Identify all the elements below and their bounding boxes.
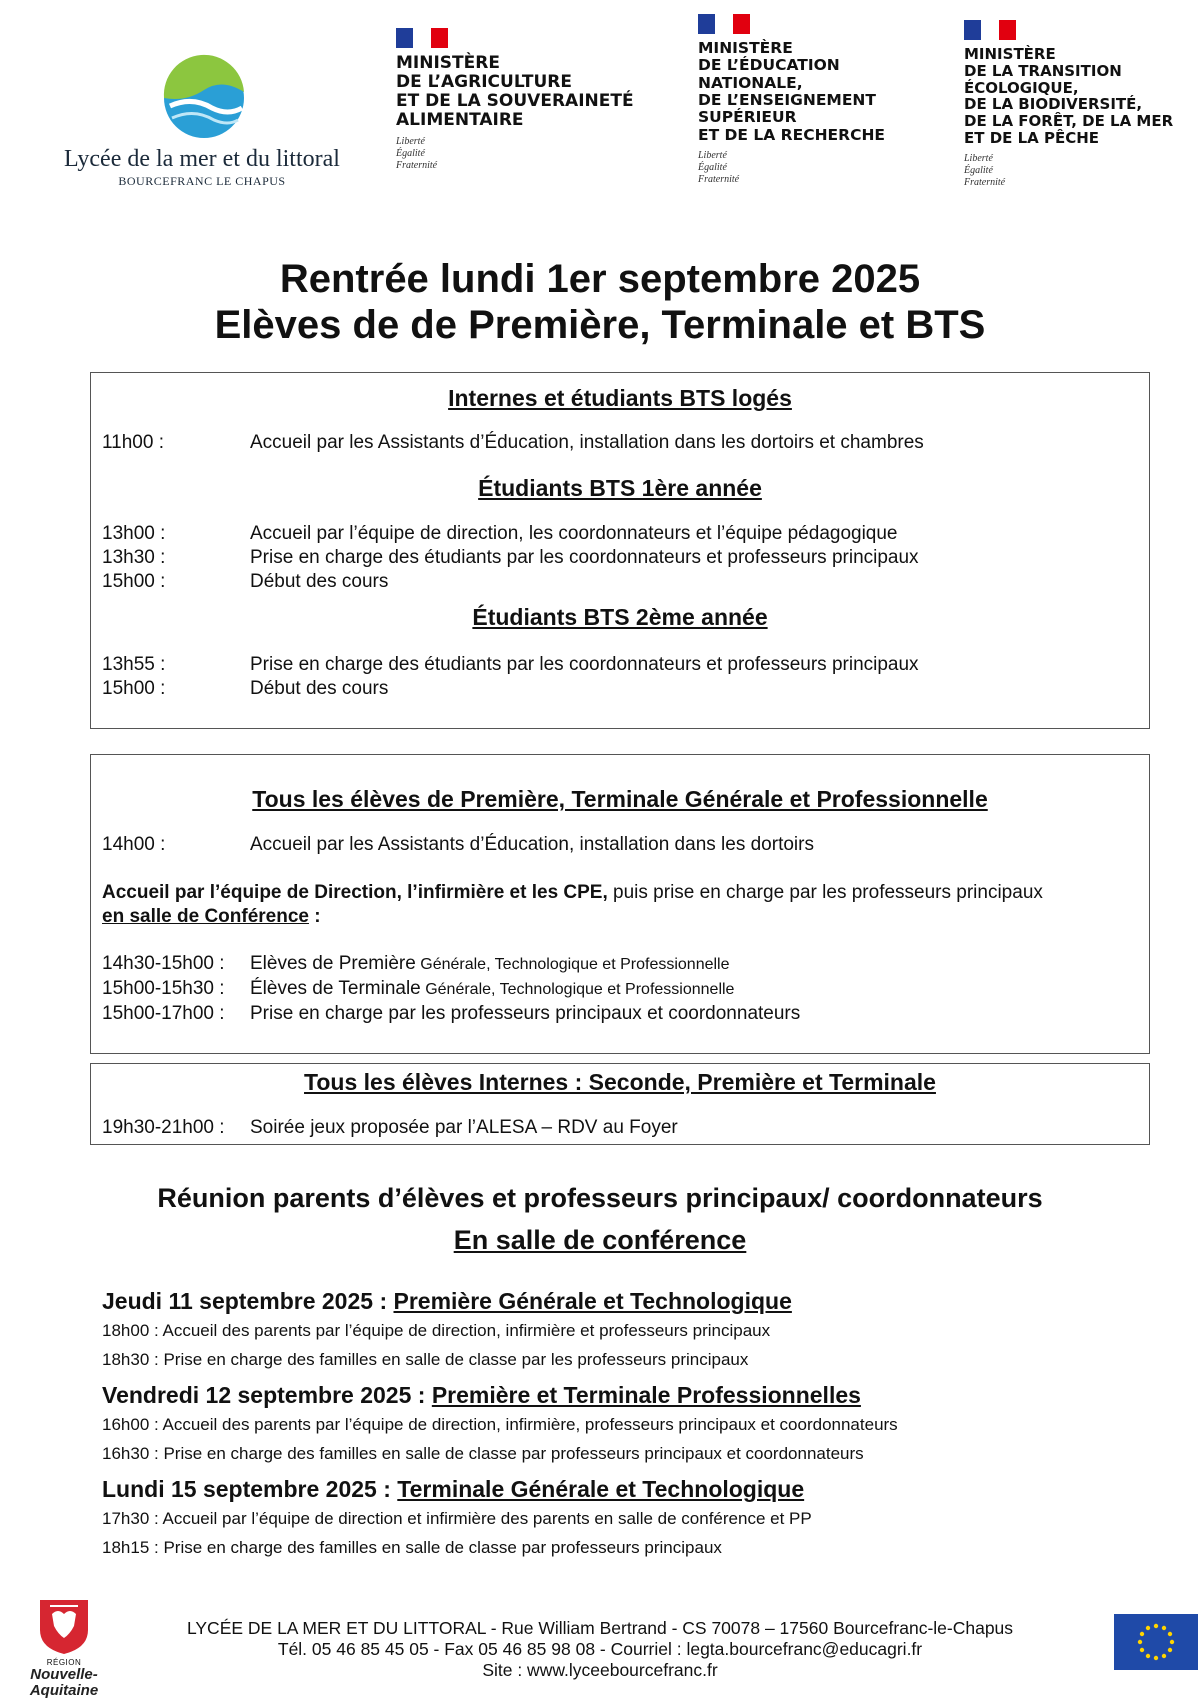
schedule-time: 13h55 : — [102, 654, 166, 675]
meeting-date: Vendredi 12 septembre 2025 : — [102, 1382, 432, 1408]
meeting-group: Terminale Générale et Technologique — [397, 1476, 805, 1502]
schedule-time: 13h00 : — [102, 523, 166, 544]
region-label: RÉGION — [46, 1658, 82, 1667]
schedule-time: 19h30-21h00 : — [102, 1117, 225, 1138]
schedule-time: 15h00 : — [102, 678, 166, 699]
welcome-text: puis prise en charge par les professeurs principaux — [607, 882, 1043, 903]
section-heading-premiere-terminale: Tous les élèves de Première, Terminale Générale et Professionnelle — [252, 786, 988, 812]
schedule-row — [91, 570, 1149, 594]
region-lion-icon — [36, 1596, 92, 1656]
section-heading-internes: Internes et étudiants BTS logés — [448, 385, 792, 411]
french-flag-icon — [698, 14, 750, 34]
schedule-text: Accueil par les Assistants d’Éducation, installation dans les dortoirs — [250, 834, 814, 855]
schedule-row — [91, 977, 1149, 1002]
title-line-1: Rentrée lundi 1er septembre 2025 — [279, 257, 921, 301]
ministry-motto: Liberté Égalité Fraternité — [396, 136, 438, 172]
ministry-name: MINISTÈRE DE L’ÉDUCATION NATIONALE, DE L’ENSEIGNEMENT SUPÉRIEUR ET DE LA RECHERCHE — [698, 39, 886, 144]
meeting-item: 17h30 : Accueil par l’équipe de direction et infirmière des parents en salle de conférence et PP — [102, 1509, 812, 1528]
section-heading-bts1: Étudiants BTS 1ère année — [478, 475, 762, 501]
region-block — [24, 1596, 104, 1699]
schedule-detail: Générale, Technologique et Professionnelle — [415, 956, 730, 973]
schedule-text: Élèves de Terminale — [250, 978, 421, 999]
page-footer — [120, 1618, 1080, 1681]
ministry-name: MINISTÈRE DE L’AGRICULTURE ET DE LA SOUVERAINETÉ ALIMENTAIRE — [396, 53, 634, 131]
ministry-motto: Liberté Égalité Fraternité — [964, 152, 1006, 188]
meeting-day — [102, 1474, 1162, 1504]
school-logo-icon — [152, 48, 252, 144]
meeting-day — [102, 1380, 1162, 1410]
meeting-item: 16h30 : Prise en charge des familles en salle de classe par professeurs principaux et coordonnateurs — [102, 1444, 864, 1463]
footer-website: Site : www.lyceebourcefranc.fr — [482, 1660, 718, 1680]
welcome-paragraph — [91, 881, 1149, 929]
title-line-2: Elèves de de Première, Terminale et BTS — [214, 303, 986, 347]
schedule-row — [91, 653, 1149, 677]
schedule-box-bts — [90, 372, 1150, 729]
section-heading-bts2: Étudiants BTS 2ème année — [472, 604, 768, 630]
section-heading-internes-all: Tous les élèves Internes : Seconde, Première et Terminale — [304, 1069, 936, 1095]
schedule-box-premiere-terminale — [90, 754, 1150, 1054]
french-flag-icon — [964, 20, 1016, 40]
ministry-motto: Liberté Égalité Fraternité — [698, 150, 740, 186]
ministry-ecology — [964, 20, 1173, 189]
schedule-text: Début des cours — [250, 571, 389, 592]
meeting-date: Jeudi 11 septembre 2025 : — [102, 1288, 394, 1314]
schedule-row — [91, 1116, 1149, 1140]
school-city: BOURCEFRANC LE CHAPUS — [118, 174, 286, 188]
welcome-location: en salle de Conférence — [102, 906, 309, 927]
schedule-box-internes — [90, 1063, 1150, 1145]
meeting-item: 16h00 : Accueil des parents par l’équipe de direction, infirmière, professeurs principaux et coordonnateurs — [102, 1415, 898, 1434]
schedule-text: Prise en charge des étudiants par les coordonnateurs et professeurs principaux — [250, 654, 919, 675]
schedule-text: Prise en charge par les professeurs principaux et coordonnateurs — [250, 1003, 801, 1024]
welcome-colon: : — [308, 906, 321, 927]
schedule-text: Elèves de Première — [250, 953, 416, 974]
schedule-time: 14h00 : — [102, 834, 166, 855]
meeting-days — [102, 1280, 1162, 1562]
schedule-row — [91, 833, 1149, 857]
schedule-text: Accueil par les Assistants d’Éducation, installation dans les dortoirs et chambres — [250, 432, 924, 453]
french-flag-icon — [396, 28, 448, 48]
school-name: Lycée de la mer et du littoral — [64, 146, 340, 172]
page-title — [0, 256, 1200, 348]
meeting-item: 18h00 : Accueil des parents par l’équipe de direction, infirmière et professeurs principaux — [102, 1321, 771, 1340]
schedule-row — [91, 522, 1149, 546]
schedule-time: 11h00 : — [102, 432, 164, 453]
schedule-text: Soirée jeux proposée par l’ALESA – RDV au Foyer — [250, 1117, 678, 1138]
schedule-text: Prise en charge des étudiants par les coordonnateurs et professeurs principaux — [250, 547, 919, 568]
eu-stars-icon — [1114, 1614, 1198, 1670]
meeting-group: Première et Terminale Professionnelles — [431, 1382, 861, 1408]
schedule-time: 13h30 : — [102, 547, 166, 568]
footer-contact: Tél. 05 46 85 45 05 - Fax 05 46 85 98 08 - Courriel : legta.bourcefranc@educagri.fr — [277, 1639, 923, 1659]
ministry-education — [698, 14, 885, 186]
schedule-row — [91, 952, 1149, 977]
page-header — [0, 0, 1200, 200]
meeting-item: 18h15 : Prise en charge des familles en salle de classe par professeurs principaux — [102, 1538, 722, 1557]
ministry-agriculture — [396, 28, 634, 172]
schedule-time: 14h30-15h00 : — [102, 953, 225, 974]
meeting-header — [0, 1181, 1200, 1257]
schedule-row — [91, 546, 1149, 570]
schedule-row — [91, 1002, 1149, 1026]
meeting-day — [102, 1286, 1162, 1316]
meeting-location: En salle de conférence — [453, 1225, 747, 1255]
schedule-text: Accueil par l’équipe de direction, les coordonnateurs et l’équipe pédagogique — [250, 523, 898, 544]
schedule-time: 15h00 : — [102, 571, 166, 592]
eu-flag-icon — [1114, 1614, 1198, 1670]
school-block — [42, 48, 362, 189]
meeting-item: 18h30 : Prise en charge des familles en salle de classe par les professeurs principaux — [102, 1350, 749, 1369]
schedule-row — [91, 431, 1149, 455]
region-name: Nouvelle- Aquitaine — [29, 1666, 99, 1699]
schedule-row — [91, 677, 1149, 701]
welcome-bold: Accueil par l’équipe de Direction, l’infirmière et les CPE, — [102, 882, 608, 903]
footer-address: LYCÉE DE LA MER ET DU LITTORAL - Rue William Bertrand - CS 70078 – 17560 Bourcefranc-le-Chapus — [186, 1618, 1014, 1638]
meeting-heading: Réunion parents d’élèves et professeurs principaux/ coordonnateurs — [157, 1183, 1043, 1213]
schedule-detail: Générale, Technologique et Professionnelle — [420, 981, 735, 998]
meeting-date: Lundi 15 septembre 2025 : — [102, 1476, 398, 1502]
schedule-time: 15h00-17h00 : — [102, 1003, 225, 1024]
meeting-group: Première Générale et Technologique — [393, 1288, 792, 1314]
ministry-name: MINISTÈRE DE LA TRANSITION ÉCOLOGIQUE, DE LA BIODIVERSITÉ, DE LA FORÊT, DE LA MER ET DE LA PÊCHE — [964, 45, 1174, 147]
schedule-text: Début des cours — [250, 678, 389, 699]
schedule-time: 15h00-15h30 : — [102, 978, 225, 999]
